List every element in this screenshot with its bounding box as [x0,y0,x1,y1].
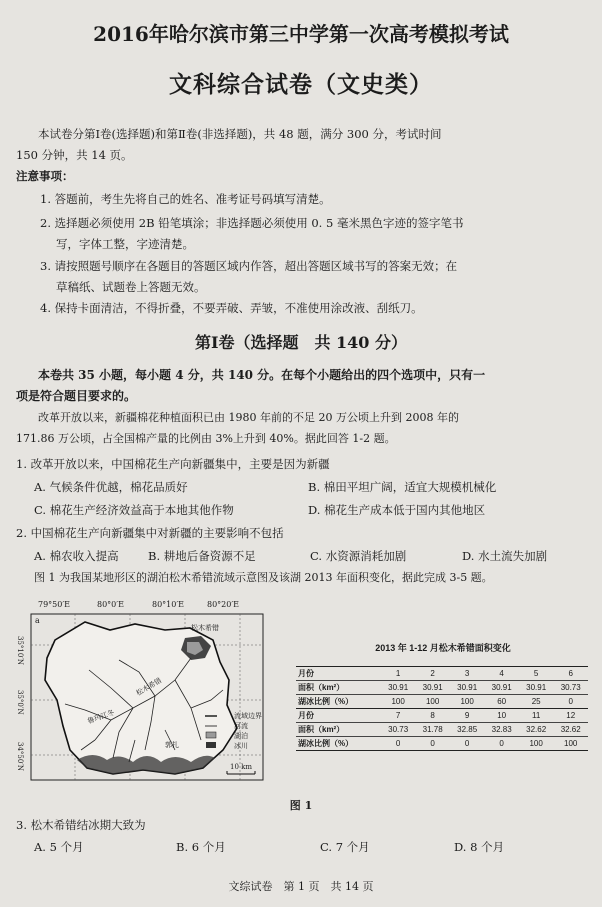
section-desc-1: 本卷共 35 小题，每小题 4 分，共 140 分。在每个小题给出的四个选项中，只有一 [38,368,486,382]
table-cell: 30.91 [450,681,485,695]
q1-option-b: B. 棉田平坦广阔，适宜大规模机械化 [308,480,497,494]
q3-option-a: A. 5 个月 [34,840,84,854]
lon-label: 79°50′E [38,600,71,609]
table-cell: 12 [553,709,588,723]
table-cell: 0 [415,737,450,751]
legend-river: 河流 [234,722,248,730]
table-cell: 100 [450,695,485,709]
exam-title: 2016年哈尔滨市第三中学第一次高考模拟考试 [93,22,509,46]
table-cell: 1 [381,667,416,681]
table-cell: 30.91 [519,681,554,695]
intro-line-1: 本试卷分第Ⅰ卷(选择题)和第Ⅱ卷(非选择题)，共 48 题，满分 300 分，考试时间 [38,127,442,141]
table-cell: 11 [519,709,554,723]
table-title: 2013 年 1-12 月松木希错面积变化 [375,643,511,653]
table-cell: 5 [519,667,554,681]
map-panel-label: a [35,616,40,625]
q1-option-c: C. 棉花生产经济效益高于本地其他作物 [34,503,234,517]
table-cell: 6 [553,667,588,681]
note-item: 3. 请按照题号顺序在各题目的答题区域内作答，超出答题区域书写的答案无效；在 [40,259,458,273]
table-row [296,695,588,709]
q2-stem: 2. 中国棉花生产向新疆集中对新疆的主要影响不包括 [16,526,284,540]
q2-option-b: B. 耕地后备资源不足 [148,549,256,563]
q1-option-d: D. 棉花生产成本低于国内其他地区 [308,503,486,517]
table-cell: 30.91 [484,681,519,695]
row-header: 面积（km²） [296,681,381,695]
row-header: 湖冰比例（%） [296,695,381,709]
q2-option-c: C. 水资源消耗加剧 [310,549,407,563]
passage-line-1: 改革开放以来，新疆棉花种植面积已由 1980 年前的不足 20 万公顷上升到 2008 年的 [38,411,459,424]
table-cell: 32.83 [484,723,519,737]
figure-caption: 图 1 [289,799,313,812]
table-cell: 8 [415,709,450,723]
exam-subtitle: 文科综合试卷（文史类） [169,71,433,98]
table-cell: 32.85 [450,723,485,737]
section-desc-2: 项是符合题目要求的。 [16,389,137,403]
table-cell: 3 [450,667,485,681]
lon-label: 80°0′E [97,600,124,609]
table-cell: 30.73 [381,723,416,737]
note-item: 2. 选择题必须使用 2B 铅笔填涂；非选择题必须使用 0. 5 毫米黑色字迹的签字笔书 [40,216,464,230]
table-cell: 9 [450,709,485,723]
table-row [296,737,588,751]
table-cell: 0 [484,737,519,751]
table-cell: 60 [484,695,519,709]
lake-label: 松木希错 [191,624,219,632]
intro-line-2: 150 分钟，共 14 页。 [16,148,133,162]
lat-label: 35°10′N [16,636,24,666]
note-item: 写，字体工整，字迹清楚。 [56,237,194,251]
note-item: 4. 保持卡面清洁，不得折叠，不要弄破、弄皱，不准使用涂改液、刮纸刀。 [40,301,423,315]
legend-boundary: 流域边界 [234,712,262,720]
table-cell: 25 [519,695,554,709]
river-label: 松木希错 [134,676,164,698]
table-cell: 7 [381,709,416,723]
q3-stem: 3. 松木希错结冰期大致为 [16,818,146,832]
lon-label: 80°20′E [207,600,240,609]
river-label: 鲁玛江冬 [86,708,116,726]
scale-label: 10 km [230,763,253,771]
lat-label: 34°50′N [16,742,24,772]
basin-map [15,600,283,785]
table-cell: 30.91 [381,681,416,695]
table-row [296,681,588,695]
table-cell: 100 [553,737,588,751]
table-cell: 0 [381,737,416,751]
river-label: 郭扎 [165,741,179,749]
table-cell: 32.62 [519,723,554,737]
notes-heading: 注意事项： [16,169,74,183]
passage-line-2: 171.86 万公顷，占全国棉产量的比例由 3%上升到 40%。据此回答 1-2 题。 [16,432,396,445]
table-cell: 100 [519,737,554,751]
figure-intro: 图 1 为我国某地形区的湖泊松木希错流域示意图及该湖 2013 年面积变化，据此完成 3-5 题。 [34,571,493,584]
q3-option-c: C. 7 个月 [320,840,370,854]
table-cell: 0 [450,737,485,751]
table-cell: 32.62 [553,723,588,737]
q1-stem: 1. 改革开放以来，中国棉花生产向新疆集中，主要是因为新疆 [16,457,330,471]
table-cell: 0 [553,695,588,709]
q2-option-a: A. 棉农收入提高 [34,549,119,563]
lake-area-table [296,666,588,751]
lon-label: 80°10′E [152,600,185,609]
row-header: 月份 [296,667,381,681]
row-header: 月份 [296,709,381,723]
row-header: 湖冰比例（%） [296,737,381,751]
table-cell: 2 [415,667,450,681]
legend-lake: 湖泊 [234,732,248,740]
lat-label: 35°0′N [16,690,24,715]
table-cell: 30.91 [415,681,450,695]
q1-option-a: A. 气候条件优越，棉花品质好 [34,480,188,494]
table-cell: 100 [381,695,416,709]
table-cell: 31.78 [415,723,450,737]
table-cell: 4 [484,667,519,681]
table-cell: 10 [484,709,519,723]
row-header: 面积（km²） [296,723,381,737]
q3-option-b: B. 6 个月 [176,840,226,854]
q2-option-d: D. 水土流失加剧 [462,549,548,563]
table-row [296,709,588,723]
note-item: 1. 答题前，考生先将自己的姓名、准考证号码填写清楚。 [40,192,331,206]
q3-option-d: D. 8 个月 [454,840,505,854]
table-row [296,667,588,681]
note-item: 草稿纸、试题卷上答题无效。 [56,280,206,294]
legend-glacier: 冰川 [234,742,248,750]
section-title: 第Ⅰ卷（选择题 共 140 分） [194,333,408,352]
table-cell: 100 [415,695,450,709]
table-cell: 30.73 [553,681,588,695]
table-row [296,723,588,737]
page-footer: 文综试卷 第 1 页 共 14 页 [228,880,374,893]
